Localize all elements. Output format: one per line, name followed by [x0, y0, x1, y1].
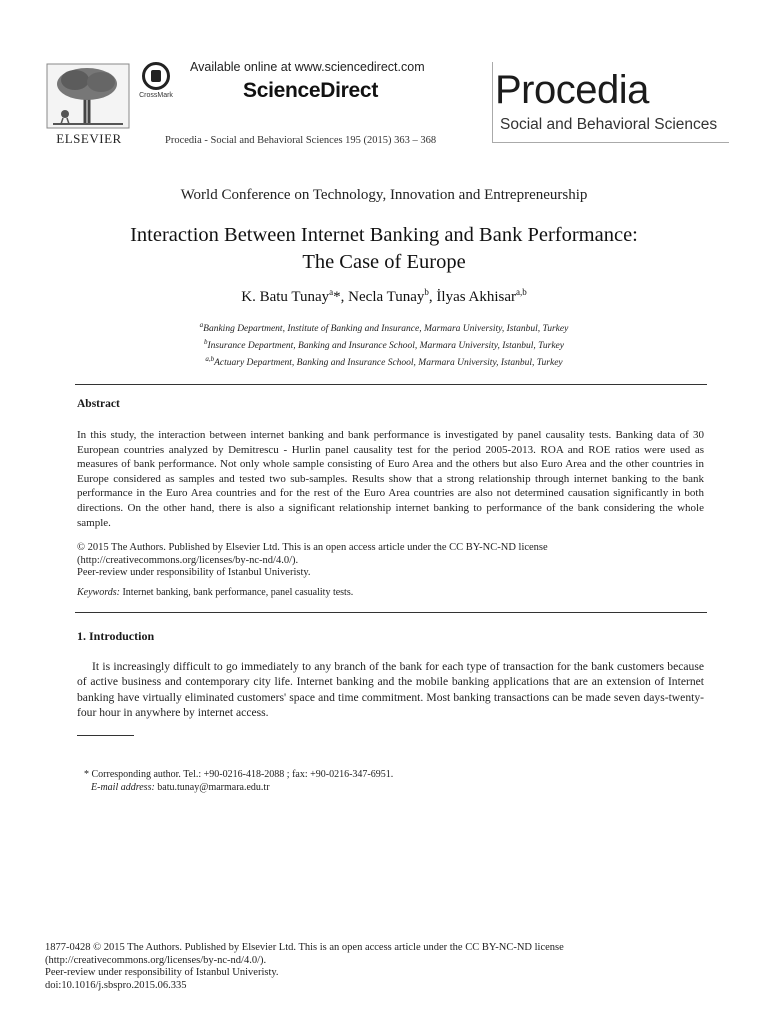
- paper-title-line-1: Interaction Between Internet Banking and Bank Performance:: [130, 224, 638, 246]
- author-name: Necla Tunay: [348, 289, 425, 305]
- abstract-body: In this study, the interaction between internet banking and bank performance is investigated by panel causality tests. Banking data of 30 European countries analyzed by Demitrescu - Hurlin panel causality test for the period 2005-2013. ROA and ROE ratios were used as measures of bank performance. Not only whole sample consisting of Euro Area and the others but also Euro Area and the other countries in Europe considered as samples and tested two sub-samples. Results show that a strong relationship through internet banking to the bank performance in the Euro Area countries and for the rest of the Euro Area countries are also not determined causation significantly in both directions. On the other hand, there is also a significant relationship internet banking to performance of the bank considering the whole sample.: [77, 429, 704, 529]
- footnote-block: [84, 768, 393, 794]
- crossmark-label: CrossMark: [139, 92, 173, 99]
- abstract-bottom-rule: [75, 612, 707, 613]
- footnote-rule: [77, 735, 134, 736]
- sciencedirect-brand: ScienceDirect: [243, 79, 379, 102]
- peer-review-text: Peer-review under responsibility of Istanbul Univeristy.: [77, 567, 311, 579]
- keywords-label: Keywords:: [77, 587, 120, 598]
- affiliation-sup: a: [199, 321, 204, 329]
- crossmark-badge[interactable]: [138, 62, 174, 108]
- keywords-text: Internet banking, bank performance, panel casuality tests.: [122, 587, 354, 598]
- author-affil-sup: a,b: [516, 287, 527, 297]
- email-address[interactable]: batu.tunay@marmara.edu.tr: [157, 782, 270, 793]
- journal-name: Procedia: [495, 68, 649, 112]
- section-heading-introduction: 1. Introduction: [77, 629, 155, 643]
- journal-subtitle: Social and Behavioral Sciences: [500, 116, 718, 133]
- publisher-name: ELSEVIER: [56, 131, 122, 146]
- introduction-body: It is increasingly difficult to go immediately to any branch of the bank for each type of transaction for the bank customers because of active business and contemporary city life. Internet banking and the mobile banking applications that are an extension of Internet banking have virtually eliminated customers' space and time commitment. Most banking transactions can be made seven days-twenty-four hour in anywhere by internet access.: [77, 660, 704, 720]
- affiliation-text: Actuary Department, Banking and Insurance School, Marmara University, Istanbul, Turkey: [214, 358, 563, 369]
- affiliation-item: [0, 319, 768, 336]
- issn-copyright-line: 1877-0428 © 2015 The Authors. Published by Elsevier Ltd. This is an open access article under the CC BY-NC-ND license: [45, 942, 564, 953]
- corresponding-author-note: * Corresponding author. Tel.: +90-0216-418-2088 ; fax: +90-0216-347-6951.: [84, 769, 394, 780]
- bottom-license-link[interactable]: (http://creativecommons.org/licenses/by-nc-nd/4.0/).: [45, 954, 267, 966]
- keywords-line: [77, 587, 353, 598]
- affiliation-sup: a,b: [205, 355, 215, 364]
- author-affil-sup: b: [424, 287, 429, 297]
- affiliation-item: [0, 336, 768, 353]
- corresponding-mark: *: [333, 289, 341, 305]
- license-link[interactable]: (http://creativecommons.org/licenses/by-nc-nd/4.0/).: [77, 554, 299, 566]
- available-online-text: Available online at www.sciencedirect.com: [190, 60, 425, 74]
- paper-title: [0, 222, 768, 276]
- affiliation-text: Banking Department, Institute of Banking and Insurance, Marmara University, Istanbul, Turkey: [203, 324, 569, 335]
- crossmark-icon: [142, 62, 170, 90]
- email-label: E-mail address:: [91, 782, 155, 793]
- affiliation-text: Insurance Department, Banking and Insurance School, Marmara University, Istanbul, Turkey: [207, 341, 564, 352]
- author-name: K. Batu Tunay: [241, 289, 330, 305]
- affiliation-sup: b: [204, 338, 208, 347]
- doi-line[interactable]: doi:10.1016/j.sbspro.2015.06.335: [45, 979, 187, 991]
- affiliation-list: [0, 319, 768, 370]
- bottom-copyright-block: [45, 942, 564, 992]
- journal-reference: Procedia - Social and Behavioral Sciences 195 (2015) 363 – 368: [165, 135, 437, 146]
- paper-title-line-2: The Case of Europe: [302, 251, 466, 273]
- abstract-top-rule: [75, 384, 707, 385]
- abstract-heading: Abstract: [77, 398, 120, 410]
- bottom-peer-review: Peer-review under responsibility of Istanbul Univeristy.: [45, 967, 279, 979]
- author-affil-sup: a: [329, 287, 334, 297]
- license-block: [77, 542, 704, 580]
- conference-name: World Conference on Technology, Innovation and Entrepreneurship: [180, 187, 588, 203]
- author-list: K. Batu Tunay$^a$*, Necla Tunay$^b$, İlyas Akhisar$^{a,b}$: [241, 287, 527, 305]
- license-text: © 2015 The Authors. Published by Elsevier Ltd. This is an open access article under the CC BY-NC-ND license: [77, 542, 548, 553]
- affiliation-item: [0, 353, 768, 370]
- author-name: İlyas Akhisar: [436, 289, 516, 305]
